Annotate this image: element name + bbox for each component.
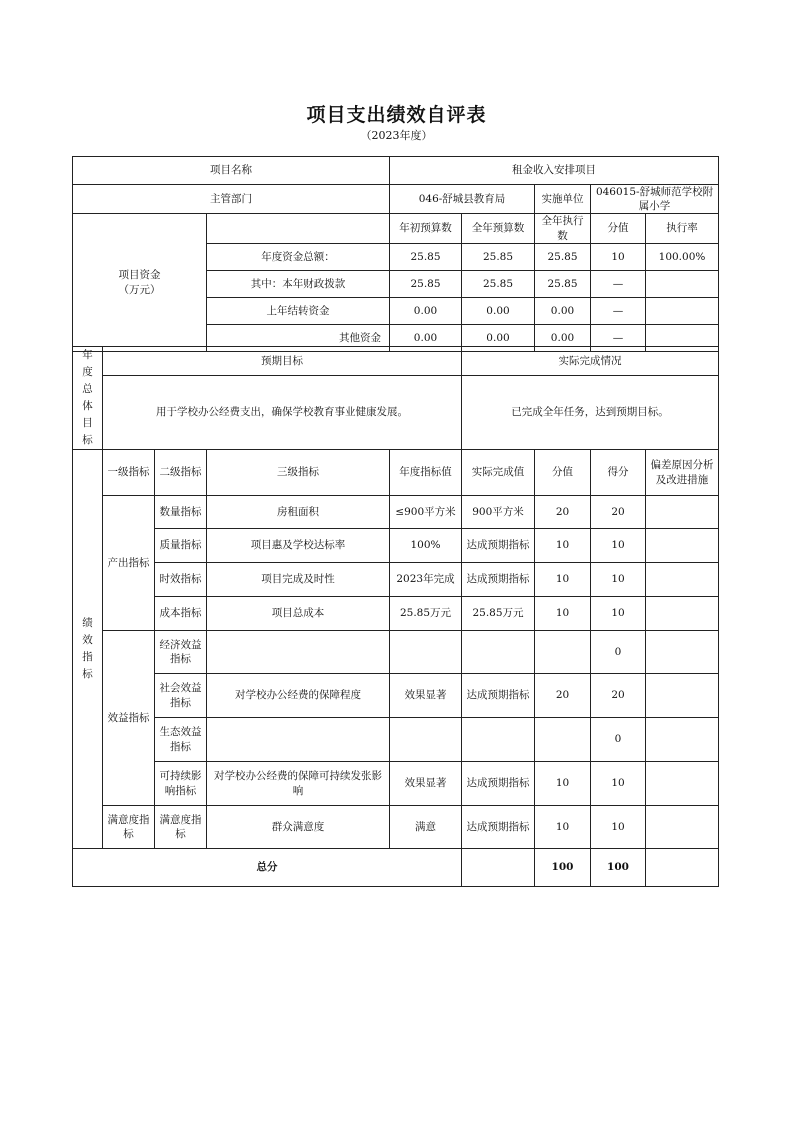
funds-score-value: —: [591, 270, 646, 297]
funds-budget-start: 25.85: [390, 243, 462, 270]
goals-label: 年度总体目标: [73, 347, 103, 450]
level2-cell: 生态效益指标: [155, 718, 207, 762]
level3-cell: [207, 631, 390, 674]
project-name-value: 租金收入安排项目: [390, 157, 719, 185]
total-row: [73, 849, 719, 887]
funds-header-3: 分值: [591, 214, 646, 243]
self-evaluation-table: [72, 156, 719, 352]
indicator-row: [73, 631, 719, 674]
target-cell: 满意: [390, 806, 462, 849]
impl-value: 046015-舒城师范学校附属小学: [591, 185, 719, 214]
actual-goal-label: 实际完成情况: [462, 347, 719, 376]
actual-cell: 达成预期指标: [462, 563, 535, 597]
total-blank: [462, 849, 535, 887]
level2-cell: 社会效益指标: [155, 674, 207, 718]
score-cell: 0: [591, 718, 646, 762]
project-name-row: [73, 157, 719, 185]
target-cell: 25.85万元: [390, 597, 462, 631]
actual-cell: 达成预期指标: [462, 529, 535, 563]
dept-value: 046-舒城县教育局: [390, 185, 535, 214]
total-label: 总分: [73, 849, 462, 887]
target-cell: 2023年完成: [390, 563, 462, 597]
indicator-header-5: 分值: [535, 450, 591, 496]
indicator-row: [73, 496, 719, 529]
actual-cell: 达成预期指标: [462, 762, 535, 806]
indicator-row: [73, 529, 719, 563]
level2-cell: 经济效益指标: [155, 631, 207, 674]
funds-executed: 0.00: [535, 297, 591, 324]
expected-goal-text: 用于学校办公经费支出，确保学校教育事业健康发展。: [103, 375, 462, 449]
total-score: 100: [591, 849, 646, 887]
score-cell: 10: [591, 563, 646, 597]
funds-executed: 25.85: [535, 243, 591, 270]
indicator-header-0: 一级指标: [103, 450, 155, 496]
score-cell: 10: [591, 806, 646, 849]
score-cell: 0: [591, 631, 646, 674]
project-name-label: 项目名称: [73, 157, 390, 185]
score-cell: 10: [591, 529, 646, 563]
level3-cell: 项目完成及时性: [207, 563, 390, 597]
funds-score-value: —: [591, 297, 646, 324]
funds-budget-start: 0.00: [390, 297, 462, 324]
funds-row-label: 上年结转资金: [207, 297, 390, 324]
level2-cell: 可持续影响指标: [155, 762, 207, 806]
weight-cell: 10: [535, 806, 591, 849]
indicator-header-6: 得分: [591, 450, 646, 496]
funds-header-4: 执行率: [646, 214, 719, 243]
note-cell: [646, 563, 719, 597]
funds-budget-year: 25.85: [462, 243, 535, 270]
indicator-row: [73, 563, 719, 597]
level2-cell: 满意度指标: [155, 806, 207, 849]
note-cell: [646, 806, 719, 849]
funds-header-blank: [207, 214, 390, 243]
goals-content-row: [73, 375, 719, 449]
indicator-header-3: 年度指标值: [390, 450, 462, 496]
funds-executed: 0.00: [535, 324, 591, 351]
note-cell: [646, 762, 719, 806]
weight-cell: 10: [535, 529, 591, 563]
perf-label: 绩效指标: [73, 450, 103, 849]
dept-label: 主管部门: [73, 185, 390, 214]
note-cell: [646, 631, 719, 674]
note-cell: [646, 529, 719, 563]
level2-cell: 时效指标: [155, 563, 207, 597]
expected-goal-label: 预期目标: [103, 347, 462, 376]
funds-row-label: 年度资金总额：: [207, 243, 390, 270]
funds-rate: 100.00%: [646, 243, 719, 270]
funds-header-row: [73, 214, 719, 243]
indicator-header-4: 实际完成值: [462, 450, 535, 496]
weight-cell: 20: [535, 496, 591, 529]
actual-cell: 达成预期指标: [462, 806, 535, 849]
total-note: [646, 849, 719, 887]
score-cell: 20: [591, 496, 646, 529]
target-cell: 效果显著: [390, 762, 462, 806]
actual-cell: 900平方米: [462, 496, 535, 529]
level3-cell: [207, 718, 390, 762]
funds-score-value: 10: [591, 243, 646, 270]
level1-output: 产出指标: [103, 496, 155, 631]
indicator-header-row: [73, 450, 719, 496]
level2-cell: 成本指标: [155, 597, 207, 631]
indicator-row: [73, 762, 719, 806]
actual-goal-text: 已完成全年任务，达到预期目标。: [462, 375, 719, 449]
note-cell: [646, 718, 719, 762]
funds-header-0: 年初预算数: [390, 214, 462, 243]
level2-cell: 数量指标: [155, 496, 207, 529]
actual-cell: 达成预期指标: [462, 674, 535, 718]
goals-header-row: [73, 347, 719, 376]
score-cell: 10: [591, 762, 646, 806]
page-title: 项目支出绩效自评表: [306, 104, 487, 126]
actual-cell: [462, 718, 535, 762]
level3-cell: 对学校办公经费的保障程度: [207, 674, 390, 718]
funds-budget-year: 25.85: [462, 270, 535, 297]
level3-cell: 项目总成本: [207, 597, 390, 631]
funds-label: 项目资金 （万元）: [73, 214, 207, 351]
target-cell: [390, 718, 462, 762]
indicator-row: [73, 597, 719, 631]
indicator-row: [73, 718, 719, 762]
score-cell: 10: [591, 597, 646, 631]
level2-cell: 质量指标: [155, 529, 207, 563]
level1-benefit: 效益指标: [103, 631, 155, 806]
target-cell: ≤900平方米: [390, 496, 462, 529]
level3-cell: 群众满意度: [207, 806, 390, 849]
weight-cell: [535, 631, 591, 674]
page-subtitle: （2023年度）: [360, 129, 433, 142]
target-cell: [390, 631, 462, 674]
level3-cell: 对学校办公经费的保障可持续发张影响: [207, 762, 390, 806]
actual-cell: 25.85万元: [462, 597, 535, 631]
actual-cell: [462, 631, 535, 674]
indicator-row: [73, 674, 719, 718]
funds-budget-year: 0.00: [462, 324, 535, 351]
level3-cell: 房租面积: [207, 496, 390, 529]
weight-cell: 10: [535, 563, 591, 597]
funds-rate: [646, 270, 719, 297]
total-weight: 100: [535, 849, 591, 887]
funds-executed: 25.85: [535, 270, 591, 297]
note-cell: [646, 674, 719, 718]
weight-cell: 10: [535, 597, 591, 631]
weight-cell: 10: [535, 762, 591, 806]
target-cell: 效果显著: [390, 674, 462, 718]
target-cell: 100%: [390, 529, 462, 563]
funds-rate: [646, 297, 719, 324]
indicator-row: [73, 806, 719, 849]
department-row: [73, 185, 719, 214]
indicator-header-2: 三级指标: [207, 450, 390, 496]
weight-cell: [535, 718, 591, 762]
funds-budget-start: 0.00: [390, 324, 462, 351]
funds-header-1: 全年预算数: [462, 214, 535, 243]
indicator-header-7: 偏差原因分析及改进措施: [646, 450, 719, 496]
level3-cell: 项目惠及学校达标率: [207, 529, 390, 563]
indicator-header-1: 二级指标: [155, 450, 207, 496]
funds-row-label: 其中：本年财政拨款: [207, 270, 390, 297]
score-cell: 20: [591, 674, 646, 718]
goals-and-indicators-table: [72, 346, 719, 887]
funds-row-label: 其他资金: [207, 324, 390, 351]
funds-budget-year: 0.00: [462, 297, 535, 324]
funds-score-value: —: [591, 324, 646, 351]
funds-header-2: 全年执行数: [535, 214, 591, 243]
impl-label: 实施单位: [535, 185, 591, 214]
weight-cell: 20: [535, 674, 591, 718]
note-cell: [646, 496, 719, 529]
level1-satisfaction: 满意度指标: [103, 806, 155, 849]
funds-budget-start: 25.85: [390, 270, 462, 297]
note-cell: [646, 597, 719, 631]
